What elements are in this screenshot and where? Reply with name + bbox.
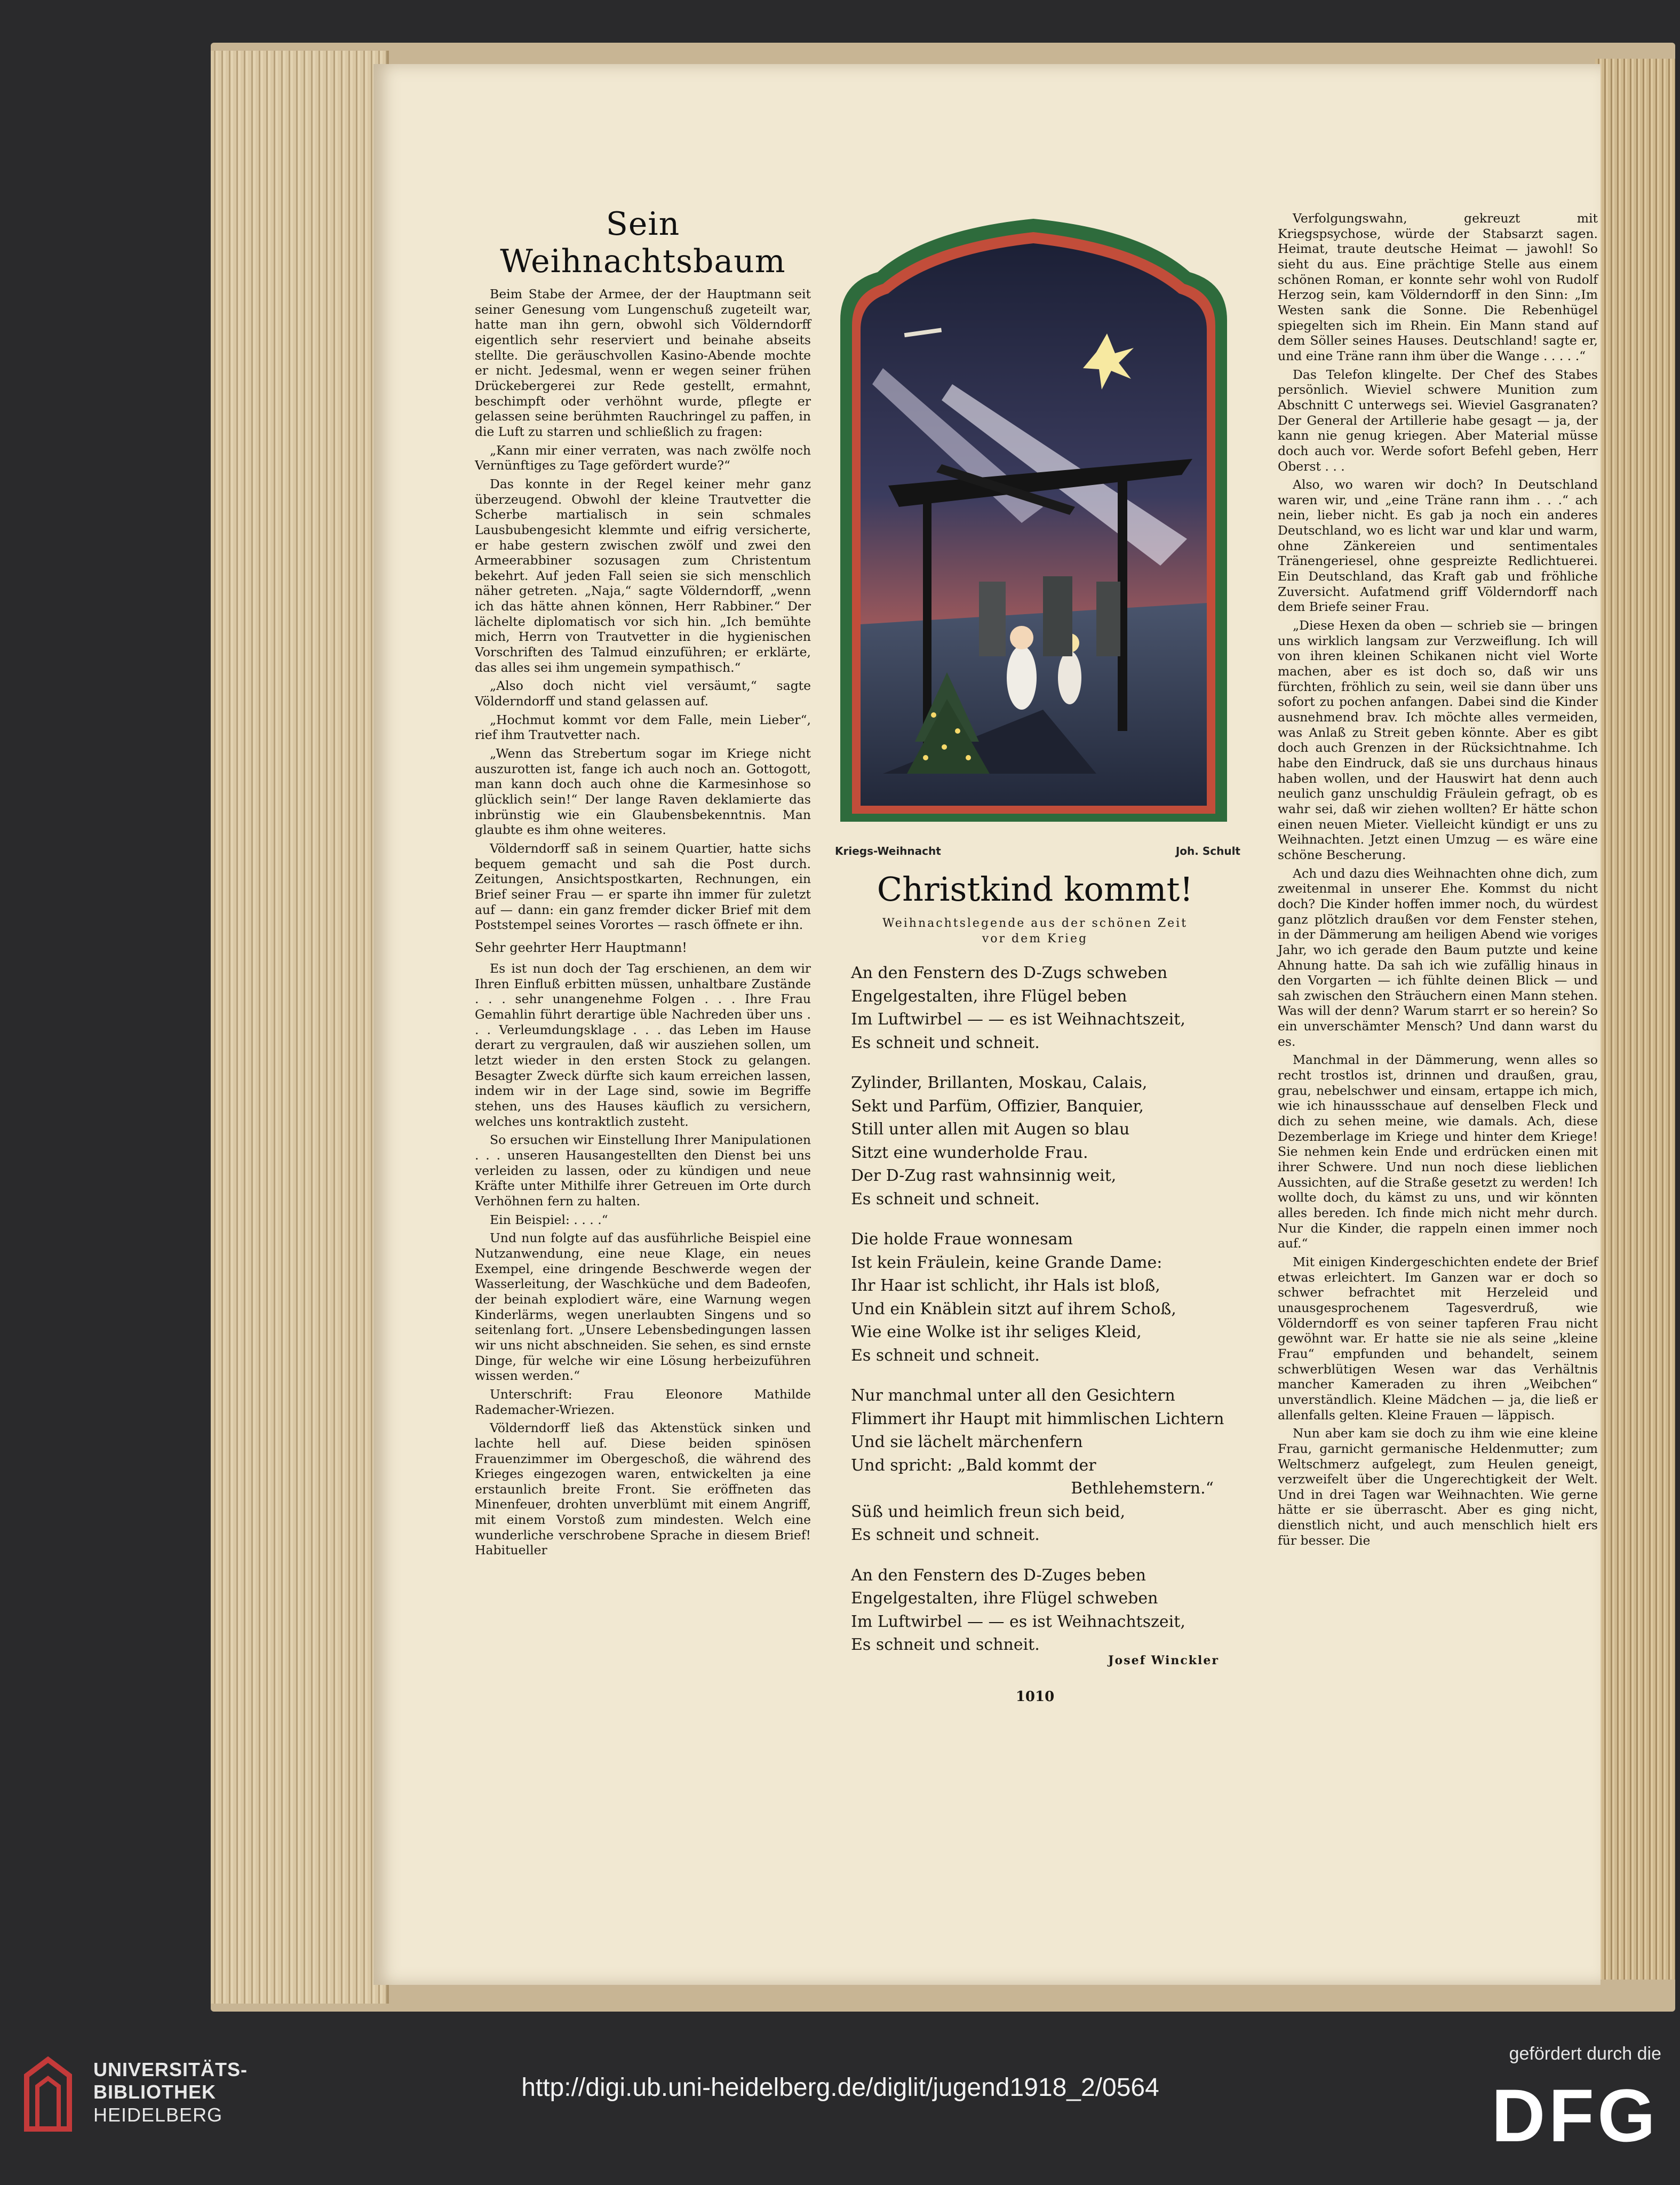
poem-line: Engelgestalten, ihre Flügel schweben [851, 1589, 1158, 1608]
institution-line1: UNIVERSITÄTS- [93, 2059, 248, 2080]
article-title: Sein Weihnachtsbaum [500, 205, 786, 280]
right-column-paragraph: Das Telefon klingelte. Der Chef des Stabes persönlich. Wieviel schwere Munition zum Abschnitt C unterwegs sei. Wieviel Gasgranaten? Der General der Artillerie habe gesagt — ja, der kann nie genug kriegen. Aber Material müsse doch auch vor. Werde sofort Befehl geben, Herr Oberst . . . [1278, 367, 1598, 474]
poem-author: Josef Winckler [1108, 1653, 1219, 1667]
left-paragraphs [475, 287, 811, 933]
poem-stanza [851, 1384, 1224, 1547]
page-number: 1010 [1015, 1689, 1055, 1705]
poem-line: Bethlehemstern.“ [1071, 1479, 1214, 1498]
viewer-footer [0, 2022, 1680, 2185]
article-paragraph: Völderndorff saß in seinem Quartier, hatte sichs bequem gemacht und sah die Post durch. Zeitungen, Ansichtspostkarten, Rechnungen, ein Brief seiner Frau — er sparte ihn immer für zuletzt auf — dann: ein ganz fremder dicker Brief mit dem Poststempel seines Vorortes — rasch öffnete er ihn. [475, 840, 811, 933]
letter-paragraph: Und nun folgte auf das ausführliche Beispiel eine Nutzanwendung, eine neue Klage, ein neues Exempel, eine dringende Beschwerde wegen der Wasserleitung, der Waschküche und dem Badeofen, der beinah explodiert wäre, eine Warnung wegen Kinderlärms, wegen unerlaubten Singens und so seitenlang fort. „Unsere Lebensbedingungen lassen wir uns nicht abschneiden. Sie sehen, es sind ernste Dinge, für welche wir eine Lösung herbeizuführen wissen werden.“ [475, 1230, 811, 1384]
poem-line: Es schneit und schneit. [851, 1346, 1040, 1365]
poem-line: Still unter allen mit Augen so blau [851, 1120, 1130, 1139]
right-column-paragraph: Mit einigen Kindergeschichten endete der Brief etwas erleichtert. Im Ganzen war er doch so schwer befrachtet mit Herzeleid und unausgesprochenem Tagesverdruß, wie Völderndorff es von seiner tapferen Frau nicht gewöhnt war. Er hatte sie nie als seine „kleine Frau“ empfunden und behandelt, seinem schwerblütigen Wesen war das Verhältnis mancher Kameraden zu ihren „Weibchen“ unverständlich. Kleine Mädchen — ja, die ließ er allenfalls gelten. Kleine Frauen — läppisch. [1278, 1254, 1598, 1423]
permalink-url[interactable]: http://digi.ub.uni-heidelberg.de/diglit/jugend1918_2/0564 [521, 2073, 1159, 2102]
poem-line: Es schneit und schneit. [851, 1525, 1040, 1545]
article-paragraph: Beim Stabe der Armee, der der Hauptmann seit seiner Genesung vom Lungenschuß zugeteilt war, hatte man ihn gern, obwohl sich Völderndorff eigentlich sehr reserviert und beinahe abseits stellte. Die geräuschvollen Kasino-Abende mochte er nicht. Jedesmal, wenn er wegen seiner frühen Drückebergerei zur Rede gestellt, ermahnt, beschimpft oder verhöhnt wurde, pflegte er gelassen seine berühmten Rauchringel zu paffen, in die Luft zu starren und schließlich zu fragen: [475, 287, 811, 439]
poem-line: Nur manchmal unter all den Gesichtern [851, 1386, 1175, 1405]
right-column-paragraph: Ach und dazu dies Weihnachten ohne dich, zum zweitenmal in unserer Ehe. Kommst du nicht doch? Die Kinder hoffen immer noch, du würdest ganz plötzlich draußen vor dem Fenster stehen, in der Dämmerung am heiligen Abend wie voriges Jahr, wo ich gerade den Baum putzte und keine Ahnung hatte. Da sah ich wie zufällig hinaus in den Vorgarten — ich fühlte deinen Blick — und sah zwischen den Sträuchern einen Mann stehen. Was will der denn? Warum starrt er so herein? So ein unverschämter Mensch? Und dann warst du es. [1278, 865, 1598, 1049]
page-stack-right [1595, 59, 1675, 1980]
poem-line: Ist kein Fräulein, keine Grande Dame: [851, 1253, 1163, 1272]
institution-line2: BIBLIOTHEK [93, 2081, 216, 2103]
poem-line: Und sie lächelt märchenfern [851, 1433, 1083, 1452]
article-paragraph: „Kann mir einer verraten, was nach zwölfe noch Vernünftiges zu Tage gefördert wurde?“ [475, 442, 811, 473]
poem-line: Die holde Fraue wonnesam [851, 1230, 1073, 1249]
poem-subtitle-line1: Weihnachtslegende aus der schönen Zeit [882, 917, 1188, 930]
poem-stanza [851, 962, 1219, 1054]
right-column-paragraph: Also, wo waren wir doch? In Deutschland waren wir, und „eine Träne rann ihm . . .“ ach nein, lieber nicht. Es gab ja noch ein anderes Deutschland, wo es licht war und klar und warm, ohne Zänkereien und sentimentales Tränengeriesel, ohne gespreizte Redlichtuerei. Ein Deutschland, das Kraft gab und fröhliche Zuversicht. Aufatmend griff Völderndorff nach dem Briefe seiner Frau. [1278, 477, 1598, 615]
letter-salutation: Sehr geehrter Herr Hauptmann! [475, 940, 687, 955]
right-paragraphs [1278, 211, 1598, 1548]
institution-line3: HEIDELBERG [93, 2103, 223, 2126]
poem-stanzas [851, 962, 1224, 1657]
article-paragraph: „Also doch nicht viel versäumt,“ sagte Völderndorff und stand gelassen auf. [475, 678, 811, 709]
article-paragraph: „Wenn das Strebertum sogar im Kriege nicht auszurotten ist, fange ich auch noch an. Gottogott, man kann doch auch ohne die Karmesinhose so glücklich sein!“ Der lange Raven deklamierte das inbrünstig wie ein Glaubensbekenntnis. Man glaubte es ihm ohne weiteres. [475, 746, 811, 838]
poem-line: Sekt und Parfüm, Offizier, Banquier, [851, 1097, 1144, 1116]
right-column-paragraph: Manchmal in der Dämmerung, wenn alles so recht trostlos ist, drinnen und draußen, grau, grau, nebelschwer und einsam, ertappe ich mich, wie ich hinaussschaue auf denselben Fleck und dich zu sehen meine, wie damals. Ach, diese Dezemberlage im Kriege und hinter dem Kriege! Sie nehmen kein Ende und erdrücken einen mit ihrer Schwere. Und nun noch diese lieblichen Aussichten, auf die Straße gesetzt zu werden! Ich wollte doch, du kämst zu uns, und wir könnten alles bereden. Ich finde mich nicht mehr durch. Nur die Kinder, die rappeln einen immer noch auf.“ [1278, 1052, 1598, 1251]
poem-line: An den Fenstern des D-Zugs schweben [851, 964, 1168, 983]
poem-line: Es schneit und schneit. [851, 1033, 1040, 1052]
letter-paragraph: Völderndorff ließ das Aktenstück sinken und lachte hell auf. Diese beiden spinösen Frauenzimmer im Obergeschoß, die während des Krieges eingezogen waren, entwickelten ja eine erstaunlich breite Front. Sie eröffneten das Minenfeuer, drohten unverblümt mit einem Angriff, mit einem Vorstoß zum mindesten. Welch eine wunderliche verschrobene Sprache in diesem Brief! Habitueller [475, 1420, 811, 1558]
right-column-paragraph: „Diese Hexen da oben — schrieb sie — bringen uns wirklich langsam zur Verzweiflung. Ich will von ihren kleinen Schikanen nicht viel Worte machen, aber es ist doch so, daß wir uns fürchten, fröhlich zu sein, weil sie dann über uns sofort zu pochen anfangen. Dabei sind die Kinder ausnehmend brav. Ich möchte alles vermeiden, was Anlaß zu Streit geben könnte. Aber es gibt doch auch Grenzen in der Rücksichtnahme. Ich habe den Eindruck, daß sie uns durchaus hinaus haben wollen, und der Hauswirt hat denn auch neulich ganz unschuldig Fräulein gefragt, ob es wahr sei, daß wir ziehen wollten? Er hätte schon einen neuen Mieter. Vielleicht kündigt er uns zu Weihnachten. Jetzt einen Umzug — es wäre eine schöne Bescherung. [1278, 618, 1598, 862]
poem-line: Sitzt eine wunderholde Frau. [851, 1143, 1088, 1162]
poem-line: Es schneit und schneit. [851, 1635, 1040, 1655]
article-paragraph: „Hochmut kommt vor dem Falle, mein Lieber“, rief ihm Trautvetter nach. [475, 712, 811, 743]
illustration-caption [835, 845, 1240, 857]
caption-artist: Joh. Schult [1175, 845, 1240, 857]
left-article [475, 205, 811, 1561]
poem-line: Und ein Knäblein sitzt auf ihrem Schoß, [851, 1299, 1176, 1318]
letter-paragraph: Es ist nun doch der Tag erschienen, an dem wir Ihren Einfluß erbitten müssen, unhaltbare Zustände . . . sehr unangenehme Folgen . . . Ihre Frau Gemahlin führt derartige üble Nachreden über uns . . . Verleumdungsklage . . . das Leben im Hause derart zu vergraulen, daß wir ausziehen sollen, um letzt wieder in den ersten Stock zu gelangen. Besagter Zweck dürfte sich kaum erreichen lassen, indem wir in der Lage sind, sowie im Begriffe stehen, uns des Hauses käuflich zu versichern, welches uns kontraktlich zusteht. [475, 961, 811, 1129]
letter-paragraph: Unterschrift: Frau Eleonore Mathilde Rademacher-Wriezen. [475, 1386, 811, 1417]
right-column [1278, 211, 1598, 1551]
illustration-kriegs-weihnacht [819, 208, 1248, 838]
poem-line: Wie eine Wolke ist ihr seliges Kleid, [851, 1323, 1142, 1342]
poem-stanza [851, 1564, 1219, 1657]
institution-name [93, 2059, 248, 2126]
letter-paragraph: So ersuchen wir Einstellung Ihrer Manipulationen . . . unseren Hausangestellten den Dienst bei uns verleiden zu lassen, oder zu kündigen und neue Kräfte unter Mithilfe ihrer Getreuen im Orte durch Verhöhnen fern zu halten. [475, 1132, 811, 1209]
poem-stanza [851, 1228, 1219, 1367]
poem-line: Engelgestalten, ihre Flügel beben [851, 987, 1127, 1006]
poem-line: Im Luftwirbel — — es ist Weihnachtszeit, [851, 1612, 1185, 1631]
right-column-paragraph: Verfolgungswahn, gekreuzt mit Kriegspsychose, würde der Stabsarzt sagen. Heimat, traute deutsche Heimat — jawohl! So sieht du aus. Eine prächtige Stelle aus einem schönen Roman, er konnte sehr wohl von Rudolf Herzog sein, kam Völderndorff in den Sinn: „Im Westen sank die Sonne. Die Rebenhügel spiegelten sich im Rhein. Ein Mann stand auf dem Söller seines Hauses. Deutschland! sagte er, und eine Träne rann ihm über die Wange . . . . .“ [1278, 211, 1598, 363]
poem-line: Der D-Zug rast wahnsinnig weit, [851, 1166, 1117, 1186]
poem-line: Ihr Haar ist schlicht, ihr Hals ist bloß, [851, 1276, 1160, 1296]
poem-subtitle [851, 916, 1219, 947]
letter-paragraphs [475, 961, 811, 1558]
university-seal-icon [16, 2054, 80, 2134]
right-column-paragraph: Nun aber kam sie doch zu ihm wie eine kleine Frau, garnicht germanische Heldenmutter; zum Weltschmerz aufgelegt, zum Heulen geneigt, verzweifelt über die Ungerechtigkeit der Welt. Und in drei Tagen war Weihnachten. Wie gerne hätte er sie überrascht. Aber es ging nicht, dienstlich nicht, und auch menschlich hielt ers für besser. Die [1278, 1426, 1598, 1548]
dfg-logo: DFG [1491, 2073, 1659, 2157]
poem-line: Flimmert ihr Haupt mit himmlischen Lichtern [851, 1409, 1224, 1428]
poem [851, 870, 1224, 1674]
poem-line: Zylinder, Brillanten, Moskau, Calais, [851, 1074, 1148, 1093]
poem-subtitle-line2: vor dem Krieg [982, 932, 1088, 945]
page-stack-left [211, 51, 389, 2004]
poem-line: Süß und heimlich freun sich beid, [851, 1502, 1126, 1521]
poem-line: Es schneit und schneit. [851, 1189, 1040, 1209]
funded-by-label: gefördert durch die [1509, 2044, 1661, 2064]
article-paragraph: Das konnte in der Regel keiner mehr ganz überzeugend. Obwohl der kleine Trautvetter die Scherbe martialisch in sein schmales Lausbubengesicht klemmte und eifrig versicherte, er habe gestern zwischen zwölf und zwei den Armeerabbiner sozusagen zum Christentum bekehrt. Auf jeden Fall seien sie sich menschlich näher getreten. „Naja,“ sagte Völderndorff, „wenn ich das hätte ahnen können, Herr Rabbiner.“ Der lächelte diplomatisch vor sich hin. „Ich bemühte mich, Herrn von Trautvetter in die hygienischen Vorschriften des Talmud einzuführen; er erklärte, das alles sei ihm ungemein sympathisch.“ [475, 476, 811, 675]
poem-line: Und spricht: „Bald kommt der [851, 1456, 1096, 1475]
caption-title: Kriegs-Weihnacht [835, 845, 941, 857]
poem-line: An den Fenstern des D-Zuges beben [851, 1566, 1146, 1585]
letter-paragraph: Ein Beispiel: . . . .“ [490, 1212, 608, 1227]
poem-stanza [851, 1071, 1219, 1211]
poem-line: Im Luftwirbel — — es ist Weihnachtszeit, [851, 1010, 1185, 1029]
poem-title: Christkind kommt! [877, 870, 1193, 909]
